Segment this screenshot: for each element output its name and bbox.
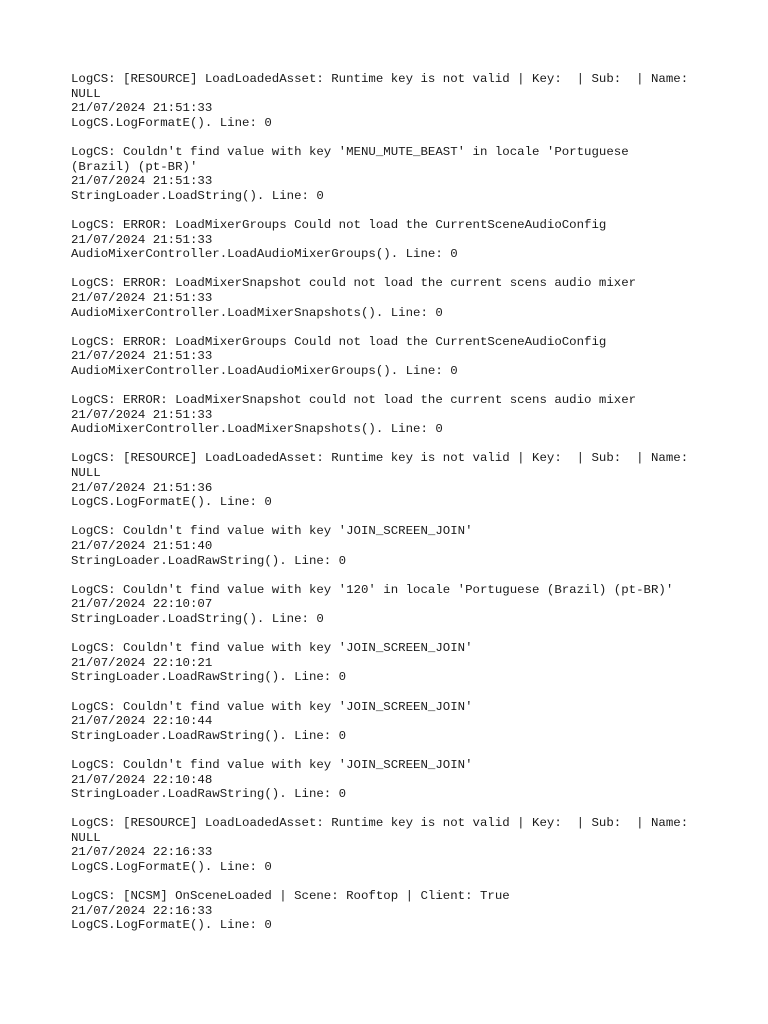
log-entry (71, 276, 711, 320)
log-message: LogCS: [RESOURCE] LoadLoadedAsset: Runtime key is not valid | Key: | Sub: | Name: NULL (71, 816, 689, 845)
log-message: LogCS: Couldn't find value with key 'JOIN_SCREEN_JOIN' (71, 524, 473, 539)
log-entry (71, 451, 711, 509)
log-entry (71, 145, 711, 203)
log-message: LogCS: Couldn't find value with key '120' in locale 'Portuguese (Brazil) (pt-BR)' (71, 582, 674, 597)
log-message: LogCS: [RESOURCE] LoadLoadedAsset: Runtime key is not valid | Key: | Sub: | Name: NULL (71, 451, 689, 481)
log-timestamp: 21/07/2024 22:16:33 (71, 845, 213, 860)
log-source: StringLoader.LoadString(). Line: 0 (71, 611, 324, 626)
log-message: LogCS: Couldn't find value with key 'MENU_MUTE_BEAST' in locale 'Portuguese (Brazil) (pt-BR)' (71, 144, 629, 174)
log-entry (71, 816, 711, 874)
log-timestamp: 21/07/2024 21:51:33 (71, 101, 213, 116)
log-entry (71, 700, 711, 744)
log-timestamp: 21/07/2024 22:16:33 (71, 903, 213, 918)
log-entry (71, 889, 711, 933)
log-source: AudioMixerController.LoadAudioMixerGroups(). Line: 0 (71, 247, 458, 262)
log-source: AudioMixerController.LoadAudioMixerGroups(). Line: 0 (71, 363, 458, 378)
log-timestamp: 21/07/2024 22:10:44 (71, 714, 213, 729)
log-source: AudioMixerController.LoadMixerSnapshots(). Line: 0 (71, 422, 443, 437)
log-message: LogCS: Couldn't find value with key 'JOIN_SCREEN_JOIN' (71, 641, 473, 656)
log-source: StringLoader.LoadRawString(). Line: 0 (71, 728, 347, 743)
log-entry (71, 583, 711, 627)
log-timestamp: 21/07/2024 21:51:36 (71, 480, 213, 495)
log-entry (71, 72, 711, 130)
log-document (71, 72, 711, 948)
log-message: LogCS: Couldn't find value with key 'JOIN_SCREEN_JOIN' (71, 757, 473, 772)
log-timestamp: 21/07/2024 22:10:48 (71, 772, 213, 787)
log-entry (71, 393, 711, 437)
log-message: LogCS: ERROR: LoadMixerSnapshot could not load the current scens audio mixer (71, 393, 637, 408)
log-source: StringLoader.LoadRawString(). Line: 0 (71, 670, 347, 685)
log-message: LogCS: ERROR: LoadMixerGroups Could not load the CurrentSceneAudioConfig (71, 217, 607, 232)
log-source: LogCS.LogFormatE(). Line: 0 (71, 115, 272, 130)
log-entry (71, 524, 711, 568)
log-entry (71, 218, 711, 262)
log-source: StringLoader.LoadRawString(). Line: 0 (71, 787, 347, 802)
log-message: LogCS: [NCSM] OnSceneLoaded | Scene: Rooftop | Client: True (71, 889, 510, 904)
log-source: AudioMixerController.LoadMixerSnapshots(). Line: 0 (71, 305, 443, 320)
log-timestamp: 21/07/2024 21:51:33 (71, 232, 213, 247)
log-message: LogCS: ERROR: LoadMixerSnapshot could not load the current scens audio mixer (71, 276, 637, 291)
log-entry (71, 335, 711, 379)
log-timestamp: 21/07/2024 21:51:33 (71, 407, 213, 422)
log-source: StringLoader.LoadString(). Line: 0 (71, 188, 324, 203)
log-timestamp: 21/07/2024 21:51:33 (71, 290, 213, 305)
log-source: LogCS.LogFormatE(). Line: 0 (71, 860, 272, 875)
log-timestamp: 21/07/2024 21:51:33 (71, 174, 213, 189)
log-timestamp: 21/07/2024 21:51:40 (71, 539, 213, 553)
log-message: LogCS: ERROR: LoadMixerGroups Could not load the CurrentSceneAudioConfig (71, 334, 607, 349)
log-message: LogCS: [RESOURCE] LoadLoadedAsset: Runtime key is not valid | Key: | Sub: | Name: NULL (71, 72, 689, 101)
log-source: StringLoader.LoadRawString(). Line: 0 (71, 553, 347, 568)
log-source: LogCS.LogFormatE(). Line: 0 (71, 495, 272, 510)
log-entry (71, 758, 711, 802)
log-entry (71, 641, 711, 685)
log-timestamp: 21/07/2024 22:10:21 (71, 655, 213, 670)
log-source: LogCS.LogFormatE(). Line: 0 (71, 918, 272, 933)
log-message: LogCS: Couldn't find value with key 'JOIN_SCREEN_JOIN' (71, 699, 473, 714)
log-timestamp: 21/07/2024 21:51:33 (71, 349, 213, 364)
log-timestamp: 21/07/2024 22:10:07 (71, 597, 213, 612)
